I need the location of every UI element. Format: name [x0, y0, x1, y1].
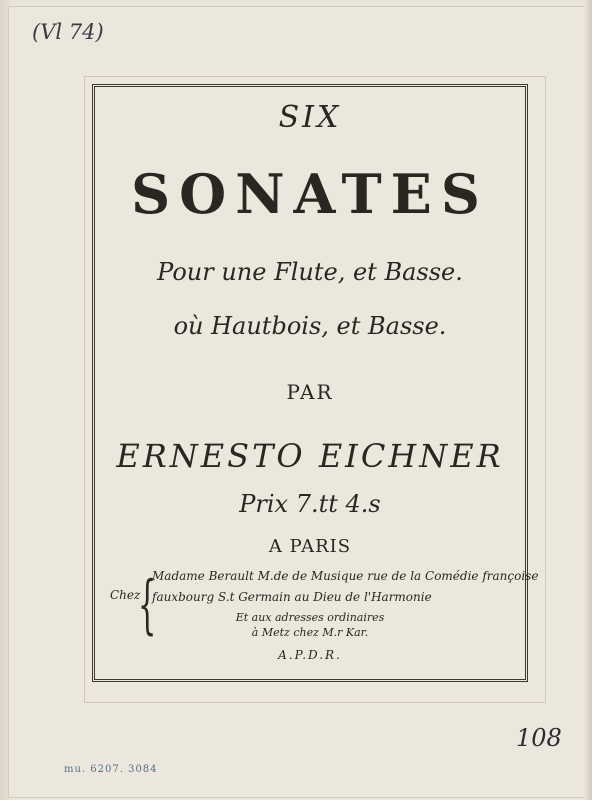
royal-privilege-mark: A.P.D.R.	[278, 648, 342, 662]
title-sonates: SONATES	[131, 162, 489, 226]
shelfmark-handwritten: (Vl 74)	[32, 20, 104, 44]
par-label: PAR	[286, 380, 334, 404]
address-brace: {	[138, 568, 157, 642]
composer-name: ERNESTO EICHNER	[116, 437, 504, 475]
title-six: SIX	[278, 100, 342, 135]
library-stamp: mu. 6207. 3084	[64, 764, 158, 775]
price-line: Prix 7.tt 4.s	[239, 490, 381, 518]
instrumentation-line-2: où Hautbois, et Basse.	[173, 312, 447, 340]
instrumentation-line-1: Pour une Flute, et Basse.	[157, 258, 463, 286]
chez-label: Chez	[110, 588, 141, 602]
publication-place: A PARIS	[268, 536, 352, 557]
publisher-address-line-1: Madame Berault M.de de Musique rue de la Comédie françoise	[152, 569, 539, 583]
publisher-address-line-3: Et aux adresses ordinaires	[235, 611, 385, 624]
handwritten-number: 108	[516, 724, 562, 752]
publisher-address-line-4: à Metz chez M.r Kar.	[251, 626, 369, 639]
page-edge-shadow	[584, 0, 592, 800]
publisher-address-line-2: fauxbourg S.t Germain au Dieu de l'Harmonie	[152, 590, 432, 604]
